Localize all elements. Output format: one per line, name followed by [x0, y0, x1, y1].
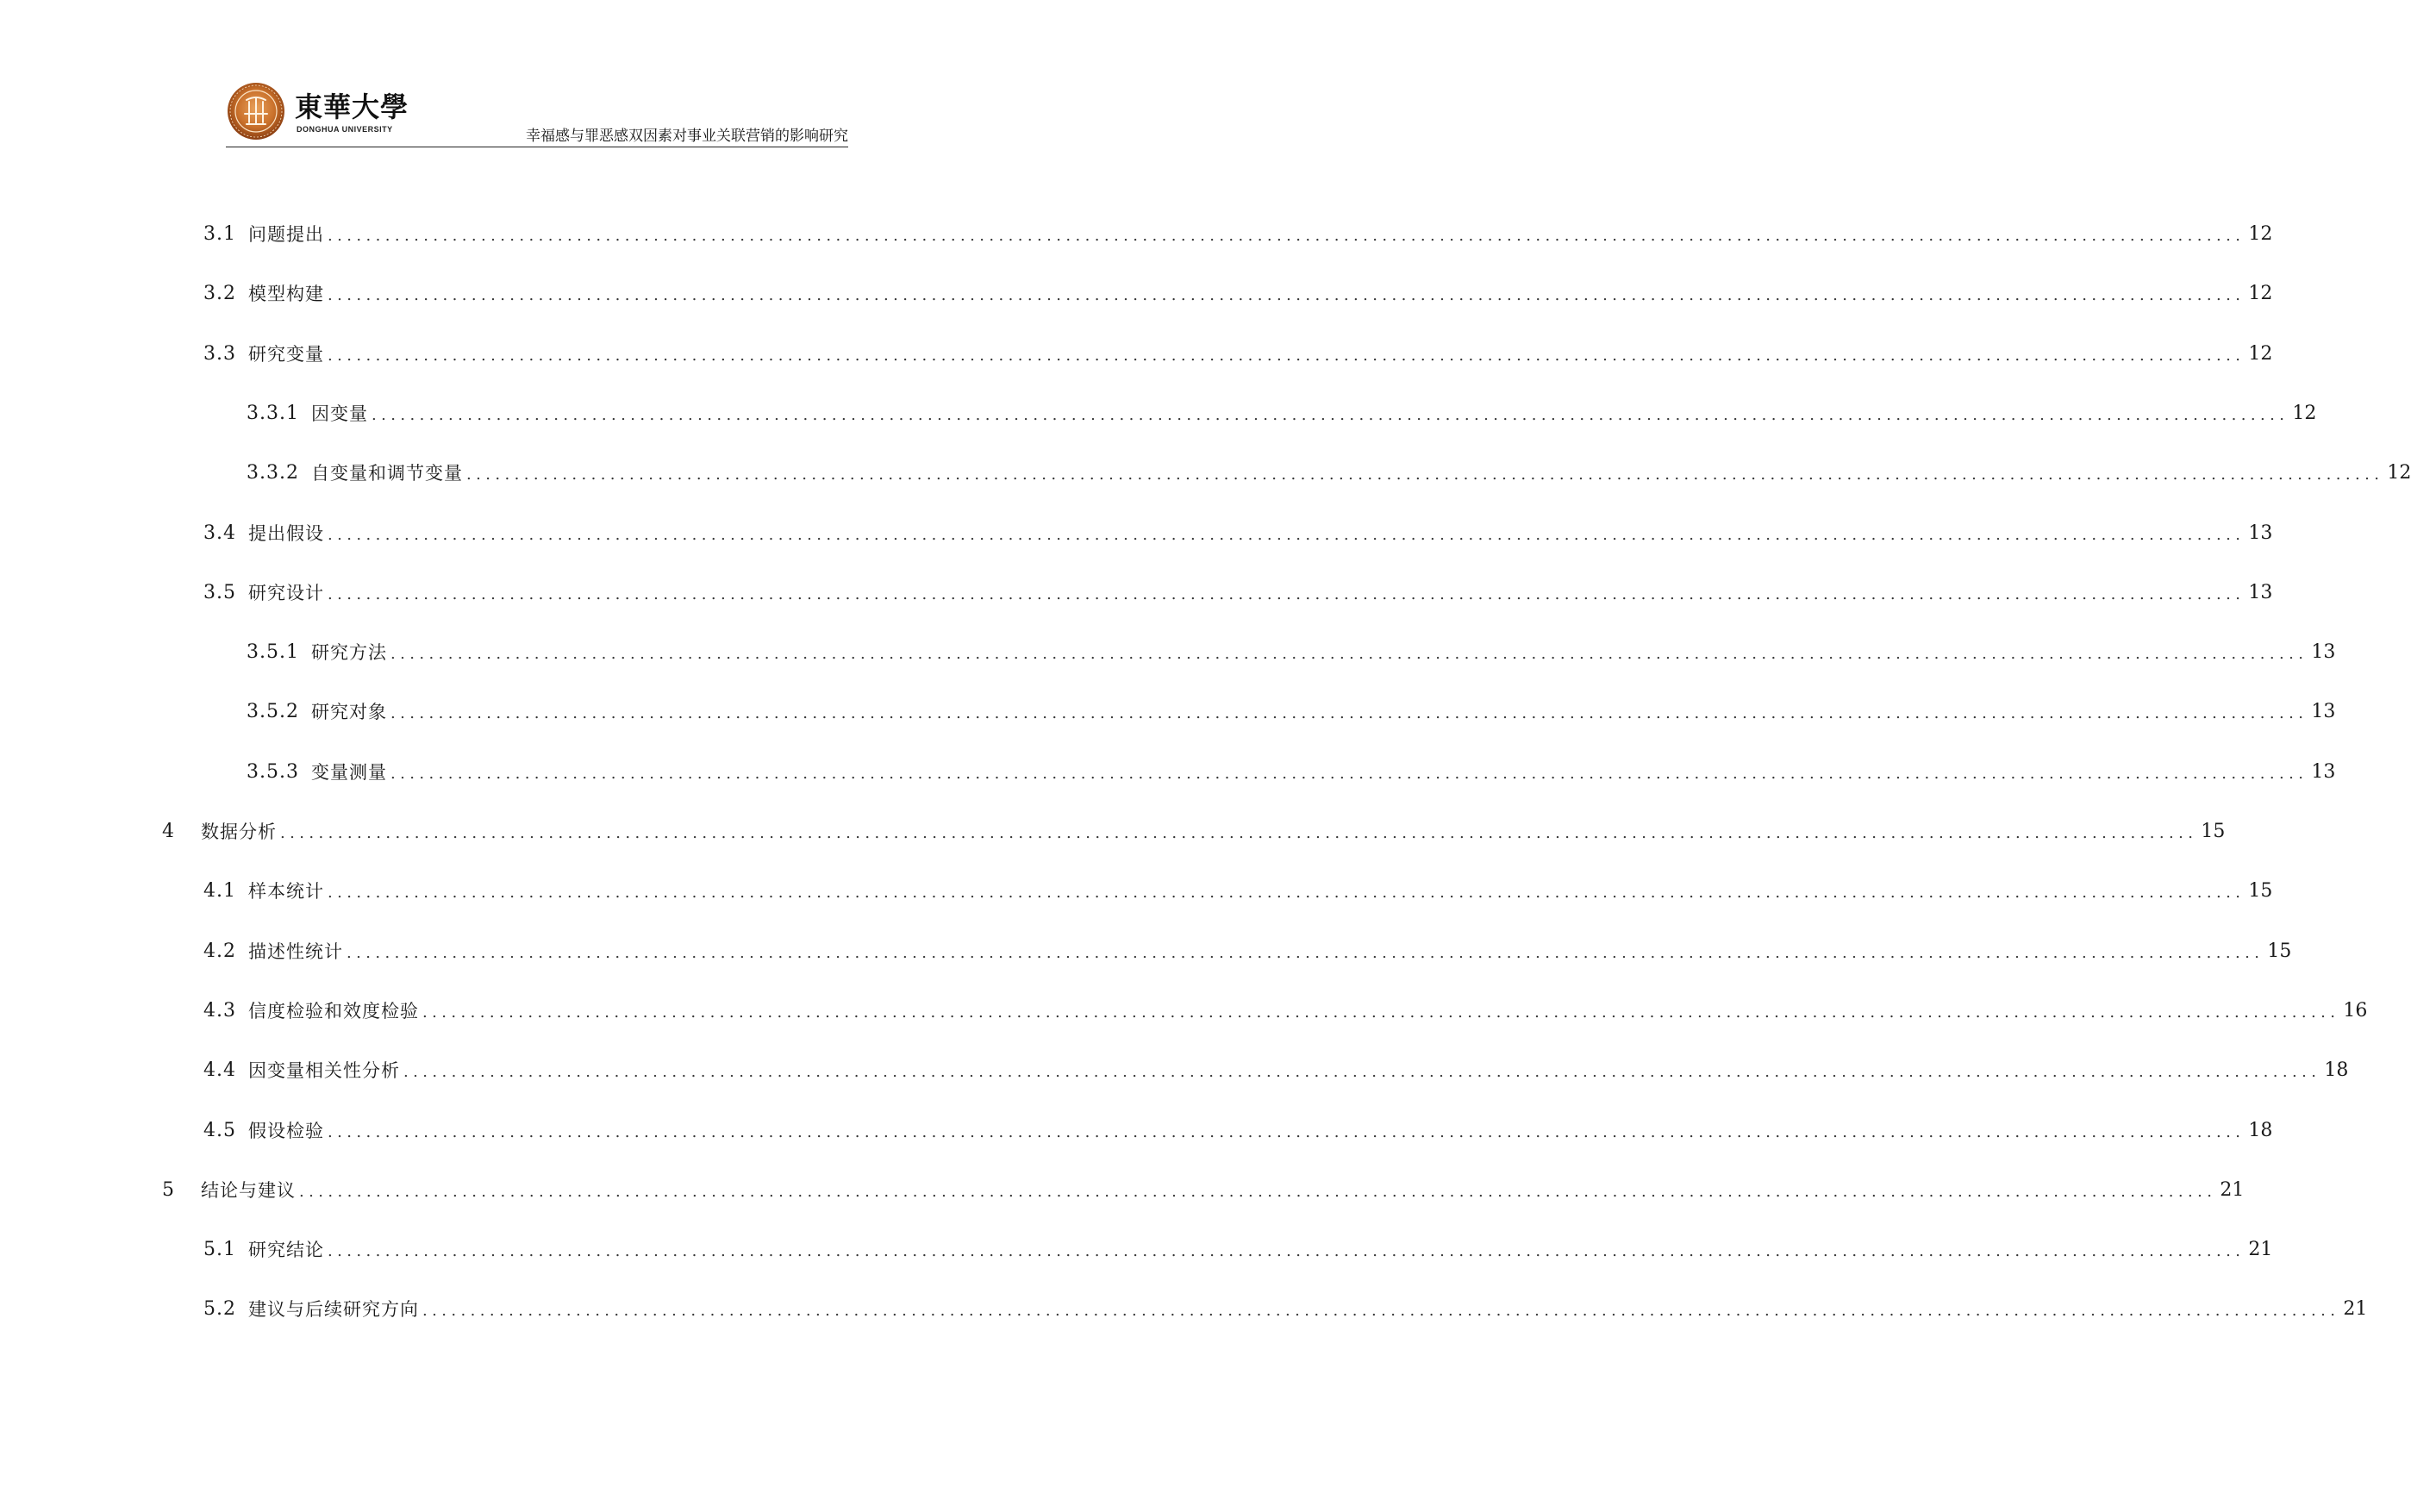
- toc-entry-number: 3.5.3: [247, 760, 299, 783]
- toc-dot-leader: ........................................................................................................................................................................................................: [422, 1302, 2340, 1321]
- toc-entry[interactable]: [162, 815, 2226, 844]
- toc-dot-leader: ........................................................................................................................................................................................................: [422, 1003, 2340, 1022]
- toc-entry-title: 研究方法: [310, 642, 387, 664]
- toc-entry-number: 4: [162, 821, 175, 842]
- toc-dot-leader: ........................................................................................................................................................................................................: [390, 764, 2308, 783]
- toc-entry-number: 3.1: [203, 223, 236, 245]
- toc-entry-number: 3.5: [203, 581, 236, 603]
- toc-entry-title: 研究对象: [310, 702, 387, 723]
- toc-dot-leader: ........................................................................................................................................................................................................: [328, 1242, 2245, 1261]
- toc-entry[interactable]: [162, 1173, 2245, 1203]
- toc-entry-page: 21: [2343, 1298, 2368, 1321]
- toc-entry[interactable]: [203, 994, 2368, 1023]
- toc-entry-title: 结论与建议: [201, 1179, 296, 1201]
- toc-entry-page: 12: [2292, 402, 2317, 424]
- toc-entry-number: 3.3.1: [247, 402, 299, 424]
- toc-entry-title: 假设检验: [248, 1120, 324, 1141]
- toc-entry[interactable]: [203, 1233, 2273, 1262]
- toc-entry[interactable]: [247, 695, 2336, 724]
- toc-entry-number: 5: [162, 1178, 175, 1201]
- toc-dot-leader: ........................................................................................................................................................................................................: [328, 346, 2245, 365]
- toc-entry-page: 18: [2324, 1059, 2349, 1082]
- toc-entry-page: 15: [2201, 821, 2226, 842]
- toc-entry-title: 建议与后续研究方向: [248, 1299, 419, 1321]
- toc-dot-leader: ........................................................................................................................................................................................................: [371, 405, 2289, 424]
- toc-entry-number: 3.2: [203, 283, 236, 305]
- toc-entry-number: 4.3: [203, 999, 236, 1022]
- toc-entry-number: 3.3.2: [247, 462, 299, 484]
- toc-entry[interactable]: [203, 934, 2292, 964]
- toc-entry-page: 12: [2248, 342, 2273, 365]
- toc-entry[interactable]: [203, 1292, 2368, 1321]
- toc-entry-page: 21: [2248, 1239, 2273, 1261]
- toc-entry-page: 18: [2248, 1119, 2273, 1141]
- toc-entry-number: 3.3: [203, 342, 236, 365]
- toc-entry-title: 数据分析: [201, 822, 277, 842]
- toc-entry-page: 12: [2248, 283, 2273, 305]
- toc-entry-number: 3.5.2: [247, 701, 299, 723]
- toc-entry-number: 5.1: [203, 1239, 236, 1261]
- toc-entry-title: 研究设计: [248, 582, 324, 603]
- toc-dot-leader: ........................................................................................................................................................................................................: [390, 704, 2308, 723]
- toc-entry-title: 因变量相关性分析: [248, 1060, 400, 1082]
- toc-entry[interactable]: [203, 1114, 2273, 1143]
- toc-entry-page: 15: [2267, 940, 2292, 962]
- toc-entry-page: 13: [2248, 581, 2273, 603]
- toc-entry-title: 提出假设: [248, 522, 324, 544]
- toc-entry-page: 13: [2248, 522, 2273, 544]
- toc-entry-page: 12: [2387, 462, 2411, 484]
- toc-entry-page: 13: [2311, 701, 2336, 723]
- toc-dot-leader: ........................................................................................................................................................................................................: [328, 1122, 2245, 1141]
- toc-entry[interactable]: [203, 1053, 2349, 1083]
- toc-entry[interactable]: [203, 337, 2273, 366]
- toc-entry-number: 4.5: [203, 1119, 236, 1141]
- toc-entry-title: 模型构建: [248, 284, 324, 305]
- toc-dot-leader: ........................................................................................................................................................................................................: [328, 884, 2245, 903]
- toc-entry[interactable]: [247, 456, 2411, 485]
- toc-entry-page: 21: [2220, 1178, 2245, 1201]
- toc-dot-leader: ........................................................................................................................................................................................................: [403, 1063, 2321, 1082]
- toc-entry-title: 变量测量: [310, 761, 387, 783]
- toc-entry-page: 15: [2248, 880, 2273, 903]
- toc-entry-page: 12: [2248, 223, 2273, 245]
- university-logo-english: DONGHUA UNIVERSITY: [297, 125, 393, 134]
- toc-entry-title: 信度检验和效度检验: [248, 1000, 419, 1022]
- toc-dot-leader: ........................................................................................................................................................................................................: [299, 1182, 2217, 1201]
- toc-entry[interactable]: [247, 755, 2336, 784]
- toc-dot-leader: ........................................................................................................................................................................................................: [328, 286, 2245, 305]
- toc-dot-leader: ........................................................................................................................................................................................................: [347, 943, 2264, 962]
- toc-dot-leader: ........................................................................................................................................................................................................: [465, 465, 2384, 484]
- running-title: 幸福感与罪恶感双因素对事业关联营销的影响研究: [526, 128, 848, 145]
- toc-entry[interactable]: [203, 576, 2273, 605]
- university-logo-text: 東華大學: [295, 91, 409, 123]
- toc-entry[interactable]: [247, 635, 2336, 665]
- toc-entry[interactable]: [203, 516, 2273, 546]
- toc-entry[interactable]: [203, 217, 2273, 247]
- toc-entry-number: 3.5.1: [247, 641, 299, 664]
- toc-entry-number: 3.4: [203, 522, 236, 544]
- toc-entry[interactable]: [247, 397, 2317, 426]
- toc-dot-leader: ........................................................................................................................................................................................................: [328, 525, 2245, 544]
- toc-entry[interactable]: [203, 277, 2273, 306]
- toc-entry[interactable]: [203, 874, 2273, 903]
- toc-entry-title: 研究变量: [248, 343, 324, 365]
- toc-entry-page: 13: [2311, 641, 2336, 664]
- toc-entry-title: 因变量: [310, 403, 368, 424]
- toc-entry-title: 自变量和调节变量: [310, 463, 463, 484]
- toc-entry-title: 样本统计: [248, 881, 324, 903]
- toc-entry-page: 16: [2343, 999, 2368, 1022]
- toc-entry-title: 研究结论: [248, 1240, 324, 1261]
- toc-entry-page: 13: [2311, 760, 2336, 783]
- toc-dot-leader: ........................................................................................................................................................................................................: [280, 824, 2198, 842]
- toc-entry-title: 问题提出: [248, 224, 324, 245]
- toc-entry-number: 4.1: [203, 880, 236, 903]
- toc-entry-number: 4.2: [203, 940, 236, 962]
- toc-dot-leader: ........................................................................................................................................................................................................: [328, 584, 2245, 603]
- toc-entry-number: 5.2: [203, 1298, 236, 1321]
- toc-entry-number: 4.4: [203, 1059, 236, 1082]
- toc-dot-leader: ........................................................................................................................................................................................................: [328, 227, 2245, 245]
- toc-dot-leader: ........................................................................................................................................................................................................: [390, 645, 2308, 664]
- toc-entry-title: 描述性统计: [248, 940, 343, 962]
